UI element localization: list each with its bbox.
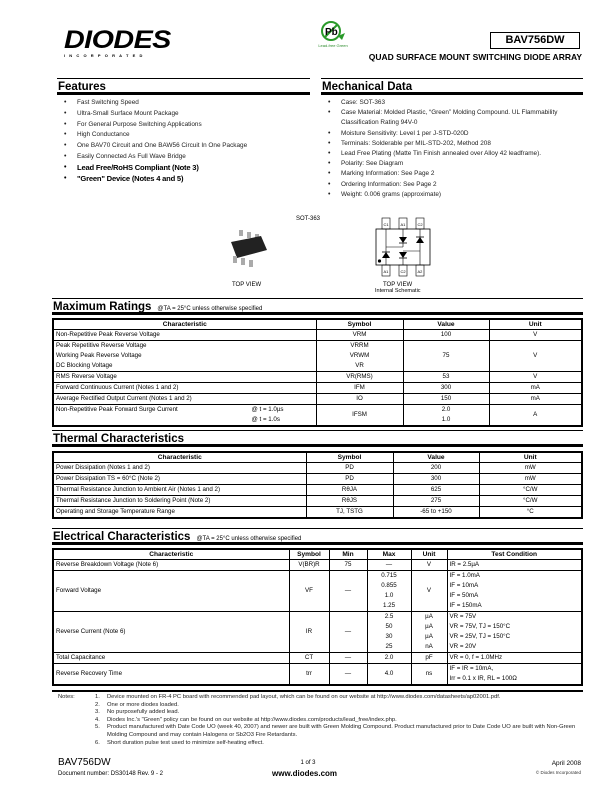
column-header: Max (367, 549, 411, 560)
lead-free-green-icon (320, 20, 346, 42)
symbol-line: VRWM (349, 352, 370, 359)
condition-line: VR = 75V, TJ = 150°C (449, 623, 511, 630)
table-row (53, 474, 582, 485)
condition-line: VR = 25V, TJ = 150°C (449, 633, 511, 640)
column-header: Min (329, 549, 367, 560)
internal-schematic (370, 215, 434, 281)
package-view-label: TOP VIEW (232, 282, 262, 288)
max-line: 25 (385, 643, 393, 650)
feature-item: • Fast Switching Speed (57, 98, 310, 109)
note-item: 4. Diodes Inc.'s "Green" policy can be found on our website at http://www.diodes.com/products/lead_free/index.php. (95, 716, 397, 723)
cell-characteristic (53, 341, 316, 372)
diodes-logo (64, 28, 174, 58)
condition-line: IF = 1.0mA (449, 572, 480, 579)
features-list (57, 98, 310, 184)
mechanical-list (321, 98, 583, 200)
cell-unit: mA (489, 394, 582, 405)
cell-symbol: RθJS (306, 496, 393, 507)
cell-symbol: RθJA (306, 485, 393, 496)
cell-symbol: IO (316, 394, 403, 405)
feature-item: • Ultra-Small Surface Mount Package (57, 109, 310, 120)
package-image (225, 228, 271, 268)
cell-test-condition (447, 664, 582, 686)
cell-max: 2.0 (367, 653, 411, 664)
cell-max: 4.0 (367, 664, 411, 686)
cell-symbol: VF (289, 571, 329, 612)
svg-text:C2: C2 (417, 222, 423, 227)
condition-line: VR = 75V (449, 613, 477, 620)
cell-characteristic: Thermal Resistance Junction to Ambient Air (Notes 1 and 2) (53, 485, 306, 496)
cell-symbol: VR(RMS) (316, 372, 403, 383)
package-label: SOT-363 (296, 216, 321, 222)
cell-symbol: V(BR)R (289, 560, 329, 571)
cell-characteristic: Average Rectified Output Current (Notes 1 and 2) (53, 394, 316, 405)
mechanical-title: Mechanical Data (321, 78, 583, 95)
thermal-title: Thermal Characteristics (52, 430, 583, 447)
column-header: Symbol (316, 319, 403, 330)
cell-test-condition (447, 571, 582, 612)
feature-item: • "Green" Device (Notes 4 and 5) (57, 174, 310, 185)
cell-value: 300 (393, 474, 479, 485)
table-row (53, 571, 582, 612)
cell-unit: pF (411, 653, 447, 664)
symbol-line: VRRM (350, 342, 369, 349)
cell-unit: V (489, 372, 582, 383)
note-text: No purposefully added lead. (107, 709, 180, 716)
svg-text:Pb: Pb (325, 27, 338, 38)
cell-unit: V (489, 330, 582, 341)
table-row (53, 507, 582, 519)
cell-test-condition: VR = 0, f = 1.0MHz (447, 653, 582, 664)
mechanical-item: • Case: SOT-363 (321, 98, 583, 108)
table-header-row (53, 452, 582, 463)
cell-characteristic: Reverse Breakdown Voltage (Note 6) (53, 560, 289, 571)
notes-section (58, 694, 588, 747)
column-header: Value (403, 319, 489, 330)
column-header: Characteristic (53, 549, 289, 560)
cell-value: 275 (393, 496, 479, 507)
table-row (53, 463, 582, 474)
table-row (53, 341, 582, 372)
cell-value: 100 (403, 330, 489, 341)
cell-characteristic (53, 405, 316, 427)
cell-unit: V (411, 560, 447, 571)
surge-condition: @ t = 1.0s (251, 416, 280, 423)
electrical-condition: @TA = 25°C unless otherwise specified (196, 536, 302, 542)
cell-characteristic: Forward Voltage (53, 571, 289, 612)
table-row (53, 485, 582, 496)
characteristic-text: Non-Repetitive Peak Forward Surge Current (56, 406, 178, 413)
cell-characteristic: Non-Repetitive Peak Reverse Voltage (53, 330, 316, 341)
max-line: 1.0 (384, 592, 394, 599)
footer-page-number: 1 of 3 (300, 760, 316, 766)
condition-line: IF = 50mA (449, 592, 479, 599)
column-header: Unit (489, 319, 582, 330)
cell-characteristic: Total Capacitance (53, 653, 289, 664)
mechanical-item: • Polarity: See Diagram (321, 159, 583, 169)
table-row (53, 664, 582, 686)
max-line: 0.715 (381, 572, 397, 579)
cell-value: 625 (393, 485, 479, 496)
note-text: Short duration pulse test used to minimize self-heating effect. (107, 739, 264, 746)
unit-line: µA (425, 623, 433, 630)
cell-min: — (329, 653, 367, 664)
cell-symbol: IR (289, 612, 329, 653)
note-item: 6. Short duration pulse test used to minimize self-heating effect. (95, 739, 264, 746)
cell-symbol: PD (306, 463, 393, 474)
mechanical-item: • Weight: 0.006 grams (approximate) (321, 190, 583, 200)
notes-divider (52, 690, 583, 692)
note-item: 2. One or more diodes loaded. (95, 701, 179, 708)
part-number-box: BAV756DW (490, 32, 580, 49)
table-row (53, 383, 582, 394)
cell-unit: °C/W (479, 496, 582, 507)
mechanical-item: • Case Material: Molded Plastic, “Green” Molding Compound. UL Flammability Classification Rating 94V-0 (321, 108, 583, 128)
cell-value (403, 405, 489, 427)
note-text: Diodes Inc.'s "Green" policy can be found on our website at http://www.diodes.com/products/lead_free/index.php. (107, 716, 397, 723)
max-ratings-table (52, 318, 583, 427)
column-header: Characteristic (53, 452, 306, 463)
cell-value: 75 (403, 341, 489, 372)
notes-label: Notes: (58, 694, 75, 700)
cell-value: 150 (403, 394, 489, 405)
column-header: Unit (479, 452, 582, 463)
svg-text:A1: A1 (383, 269, 389, 274)
cell-symbol: PD (306, 474, 393, 485)
table-row (53, 612, 582, 653)
column-header: Value (393, 452, 479, 463)
feature-item: • High Conductance (57, 130, 310, 141)
notes-list (95, 694, 588, 747)
svg-text:A1: A1 (400, 222, 406, 227)
condition-line: VR = 20V (449, 643, 477, 650)
feature-item: • Lead Free/RoHS Compliant (Note 3) (57, 163, 310, 174)
cell-characteristic: Power Dissipation (Notes 1 and 2) (53, 463, 306, 474)
cell-unit: mA (489, 383, 582, 394)
note-text: Product manufactured with Date Code UO (week 40, 2007) and newer are built with Green Molding Compound. Product manufactured prior to Date Code UO are built with Non-Green Molding Compound and may contain Halogens or Sb2O3 Fire Retardants. (107, 724, 576, 738)
svg-text:A2: A2 (417, 269, 423, 274)
surge-condition: @ t = 1.0µs (251, 406, 284, 413)
footer-document-number: Document number: DS30148 Rev. 9 - 2 (58, 771, 163, 777)
cell-symbol: IFM (316, 383, 403, 394)
cell-value: 200 (393, 463, 479, 474)
max-line: 0.855 (381, 582, 397, 589)
thermal-table (52, 451, 583, 519)
column-header: Symbol (289, 549, 329, 560)
characteristic-line: DC Blocking Voltage (56, 362, 113, 369)
cell-max (367, 612, 411, 653)
column-header: Symbol (306, 452, 393, 463)
cell-unit: V (411, 571, 447, 612)
cell-characteristic: Power Dissipation TS = 60°C (Note 2) (53, 474, 306, 485)
mechanical-section (321, 78, 583, 200)
footer-website-link[interactable]: www.diodes.com (272, 769, 338, 778)
max-line: 1.25 (382, 602, 396, 609)
document-subtitle: QUAD SURFACE MOUNT SWITCHING DIODE ARRAY (368, 52, 582, 62)
cell-min: 75 (329, 560, 367, 571)
column-header: Characteristic (53, 319, 316, 330)
condition-line: Irr = 0.1 x IR, RL = 100Ω (449, 675, 517, 682)
cell-symbol: IFSM (316, 405, 403, 427)
feature-item: • For General Purpose Switching Applications (57, 120, 310, 131)
condition-line: IF = IR = 10mA, (449, 665, 494, 672)
cell-unit (411, 612, 447, 653)
logo-subtext: INCORPORATED (64, 53, 147, 58)
cell-symbol: TJ, TSTG (306, 507, 393, 519)
note-text: Device mounted on FR-4 PC board with recommended pad layout, which can be found on our website at http://www.diodes.com/datasheets/ap02001.pdf. (107, 694, 501, 700)
cell-symbol: CT (289, 653, 329, 664)
cell-min: — (329, 571, 367, 612)
max-ratings-condition: @TA = 25°C unless otherwise specified (157, 306, 263, 312)
unit-line: µA (425, 613, 433, 620)
schematic-view-label: TOP VIEW (383, 282, 413, 288)
note-item: 1. Device mounted on FR-4 PC board with recommended pad layout, which can be found on our website at http://www.diodes.com/datasheets/ap02001.pdf. (95, 694, 501, 700)
condition-line: IF = 10mA (449, 582, 479, 589)
mechanical-item: • Ordering Information: See Page 2 (321, 180, 583, 190)
max-ratings-header (52, 298, 583, 315)
characteristic-line: Peak Repetitive Reverse Voltage (56, 342, 147, 349)
max-line: 2.5 (384, 613, 394, 620)
max-ratings-section (52, 298, 583, 427)
cell-characteristic: Reverse Current (Note 6) (53, 612, 289, 653)
cell-unit: ns (411, 664, 447, 686)
value-line: 1.0 (441, 416, 451, 423)
features-title: Features (57, 78, 310, 95)
condition-line: IF = 150mA (449, 602, 482, 609)
logo-text: DIODES (64, 26, 171, 54)
note-text: One or more diodes loaded. (107, 701, 179, 708)
cell-value: 53 (403, 372, 489, 383)
table-row (53, 560, 582, 571)
thermal-section (52, 430, 583, 519)
electrical-table (52, 548, 583, 686)
features-section (57, 78, 310, 184)
cell-test-condition: IR = 2.5µA (447, 560, 582, 571)
table-row (53, 372, 582, 383)
note-item: 5. Product manufactured with Date Code UO (week 40, 2007) and newer are built with Green Molding Compound. Product manufactured prior to Date Code UO are built with Non-Green Molding Compound and may contain Halogens or Sb2O3 Fire Retardants. (95, 724, 576, 738)
cell-value: 300 (403, 383, 489, 394)
cell-value: -65 to +150 (393, 507, 479, 519)
table-row (53, 330, 582, 341)
unit-line: nA (425, 643, 433, 650)
table-row (53, 496, 582, 507)
note-item: 3. No purposefully added lead. (95, 709, 180, 716)
cell-unit: mW (479, 474, 582, 485)
column-header: Unit (411, 549, 447, 560)
electrical-header (52, 528, 583, 545)
table-header-row (53, 319, 582, 330)
cell-unit: A (489, 405, 582, 427)
cell-symbol: VRM (316, 330, 403, 341)
column-header: Test Condition (447, 549, 582, 560)
table-row (53, 405, 582, 427)
footer-part-number: BAV756DW (58, 757, 111, 768)
symbol-line: VR (355, 362, 364, 369)
value-line: 2.0 (441, 406, 451, 413)
feature-item: • One BAV70 Circuit and One BAW56 Circuit In One Package (57, 141, 310, 152)
max-line: 50 (385, 623, 393, 630)
cell-max: — (367, 560, 411, 571)
table-row (53, 394, 582, 405)
mechanical-item: • Terminals: Solderable per MIL-STD-202, Method 208 (321, 139, 583, 149)
mechanical-item: • Lead Free Plating (Matte Tin Finish annealed over Alloy 42 leadframe). (321, 149, 583, 159)
cell-symbol (316, 341, 403, 372)
schematic-caption: Internal Schematic (375, 288, 421, 294)
cell-min: — (329, 664, 367, 686)
cell-characteristic: Reverse Recovery Time (53, 664, 289, 686)
electrical-section (52, 528, 583, 686)
svg-text:C1: C1 (383, 222, 389, 227)
cell-unit: °C (479, 507, 582, 519)
footer-copyright: © Diodes Incorporated (535, 770, 581, 775)
cell-unit: mW (479, 463, 582, 474)
sot363-package-icon (225, 228, 271, 268)
max-line: 30 (385, 633, 393, 640)
cell-unit: V (489, 341, 582, 372)
electrical-title: Electrical Characteristics (53, 531, 191, 543)
table-row (53, 653, 582, 664)
cell-symbol: trr (289, 664, 329, 686)
cell-min: — (329, 612, 367, 653)
feature-item: • Easily Connected As Full Wave Bridge (57, 152, 310, 163)
svg-text:C2: C2 (400, 269, 406, 274)
cell-test-condition (447, 612, 582, 653)
characteristic-line: Working Peak Reverse Voltage (56, 352, 142, 359)
mechanical-item: • Moisture Sensitivity: Level 1 per J-STD-020D (321, 129, 583, 139)
badge-caption: Lead-free Green (318, 43, 348, 48)
max-ratings-title: Maximum Ratings (53, 301, 152, 313)
footer-date: April 2008 (551, 760, 581, 767)
schematic-diagram-icon (370, 215, 434, 281)
table-header-row (53, 549, 582, 560)
cell-characteristic: Forward Continuous Current (Notes 1 and 2) (53, 383, 316, 394)
cell-unit: °C/W (479, 485, 582, 496)
cell-characteristic: Thermal Resistance Junction to Soldering Point (Note 2) (53, 496, 306, 507)
cell-characteristic: Operating and Storage Temperature Range (53, 507, 306, 519)
cell-max (367, 571, 411, 612)
unit-line: µA (425, 633, 433, 640)
mechanical-item: • Marking Information: See Page 2 (321, 169, 583, 179)
lead-free-badge (313, 20, 353, 50)
cell-characteristic: RMS Reverse Voltage (53, 372, 316, 383)
